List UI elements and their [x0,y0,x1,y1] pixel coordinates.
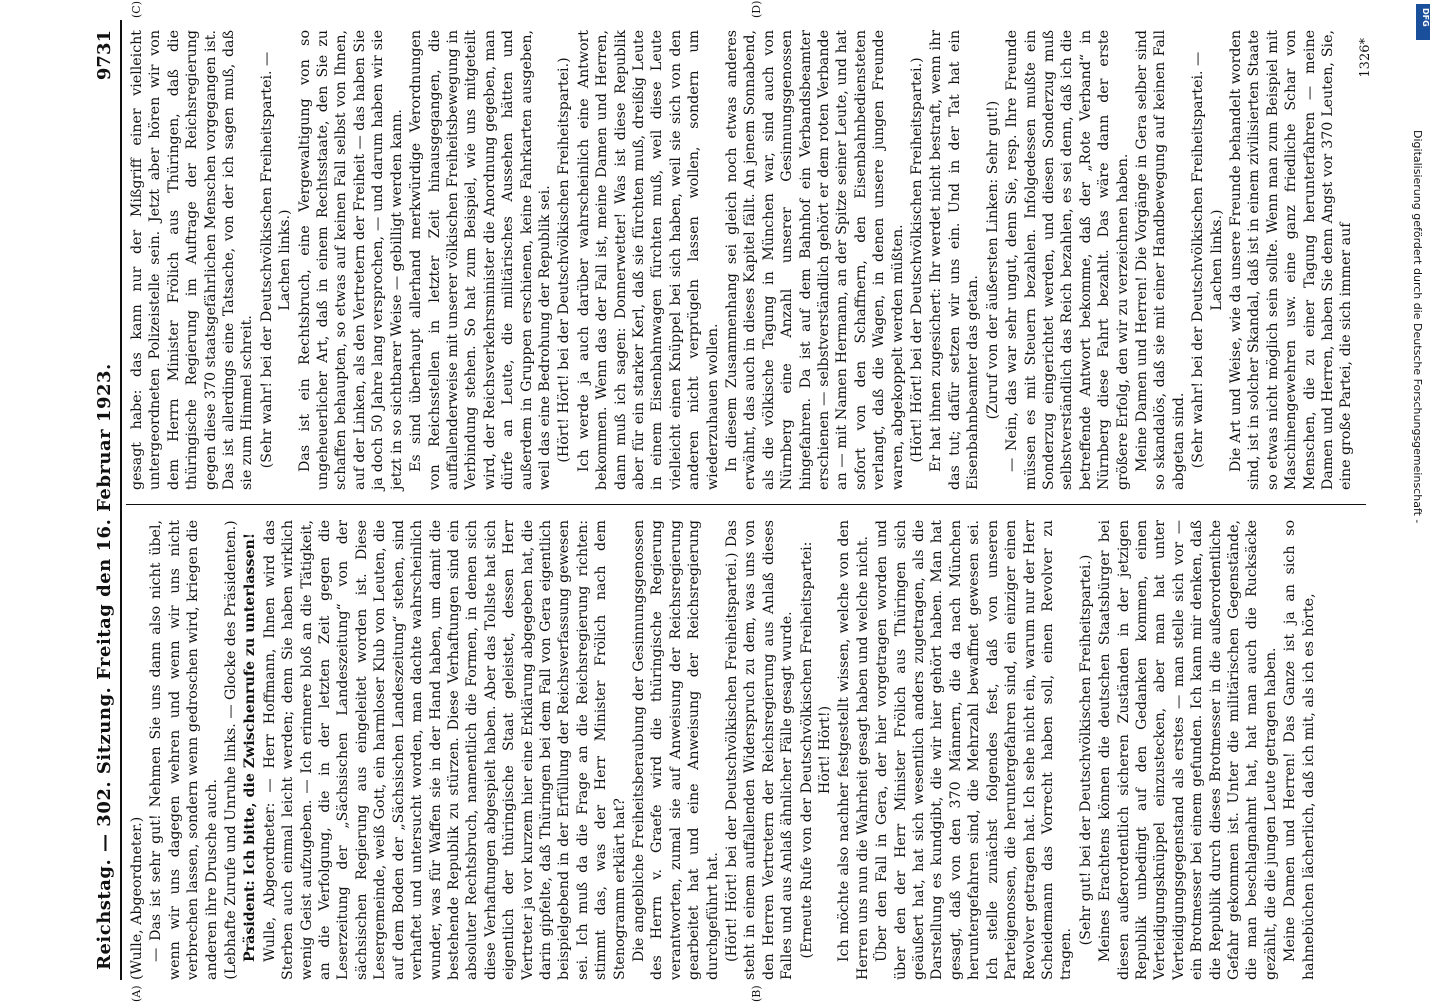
margin-marker-a: (A) [130,985,143,1002]
scanned-page [60,0,1420,1000]
paragraph: Das ist ein Rechtsbruch, eine Vergewaltigung von so ungeheuerlicher Art, daß in einem Rechtsstaate, den Sie zu schaffen behaupten, so etwas auf keinen Fall selbst von Ihnen, auf der Linken, als den Vertretern der Freiheit — das haben Sie ja doch 50 Jahre lang versprochen, — und darum haben wir sie jetzt in so sichtbarer Weise — gebilligt werden kann. [296,30,405,490]
paragraph: Wulle, Abgeordneter: — Herr Hoffmann, Ihnen wird das Sterben auch einmal leicht werden; denn Sie haben wirklich wenig Geist aufzugeben. — Ich erinnere bloß an die Tätigkeit, an die Verfolgung, die in der letzten Zeit gegen die Leserzeitung der „Sächsischen Landeszeitung“ von der sächsischen Regierung aus eingeleitet worden ist. Diese Lesergemeinde, weiß Gott, ein harmloser Klub von Leuten, die auf dem Boden der „Sächsischen Landeszeitung“ stehen, sind verhaftet und untersucht worden, man dachte wahrscheinlich wunder, was für Waffen sie in der Hand haben, um damit die bestehende Republik zu stürzen. Diese Verhaftungen sind ein absoluter Rechtsbruch, namentlich die Formen, in denen sich diese Verhaftungen abgespielt haben. Aber das Tollste hat sich eigentlich der thüringische Staat geleistet, dessen Herr Vertreter ja vor kurzem hier eine Erklärung abgegeben hat, die darin gipfelte, daß Thüringen bei dem Fall von Gera eigentlich beispielgebend in der Erfüllung der Reichsverfassung gewesen sei. Ich muß da die Frage an die Reichsregierung richten: stimmt das, was der Herr Minister Frölich nach dem Stenogramm erklärt hat? [261,520,628,980]
right-column [128,30,1376,490]
interjection: (Hört! Hört! bei der Deutschvölkischen Freiheitspartei.) [556,57,573,463]
rotated-page-content [90,0,1390,1002]
speaker-tag: (Wulle, Abgeordneter.) [129,816,145,980]
paragraph: In diesem Zusammenhang sei gleich noch etwas anderes erwähnt, das auch in dieses Kapitel fällt. An jenem Sonnabend, als die völkische Tagung in München war, sind auch von Nürnberg eine Anzahl unserer Gesinnungsgenossen hingefahren. Da ist auf dem Bahnhof ein Verbandsbeamter erschienen — selbstverständlich gehört er dem roten Verbande an — mit Namen Hermann, an der Spitze seiner Leute, und hat sofort von den Schaffnern, den Eisenbahnbediensteten verlangt, daß die Wagen, in denen unsere jungen Freunde waren, abgekoppelt werden müßten. [724,30,906,490]
page-number: 9731 [94,30,115,81]
digitization-credit-text: Digitalisierung gefördert durch die Deutsche Forschungsgemeinschaft - [1411,130,1424,524]
margin-marker-c: (C) [130,1,143,18]
interjection: (Zuruf von der äußersten Linken: Sehr gut!) [984,100,1001,420]
column-divider [126,504,1366,505]
paragraph: Meine Damen und Herren! Die Vorgänge in Gera selber sind so skandalös, daß sie mit einer Handbewegung auf keinen Fall abgetan sind. [1133,30,1187,490]
paragraph: gesagt habe: das kann nur der Mißgriff einer vielleicht untergeordneten Polizeistelle sein. Jetzt aber hören wir von dem Herrn Minister Frölich aus Thüringen, daß die thüringische Regierung im Auftrage der Reichsregierung gegen diese 370 staatsgefährlichen Menschen vorgegangen ist. Das ist allerdings eine Tatsache, von der ich sagen muß, daß sie zum Himmel schreit. [129,30,256,490]
page-header [90,20,122,980]
dfg-logo: DFG [1416,4,1430,40]
interjection: (Lebhafte Zurufe und Unruhe links. — Glocke des Präsidenten.) [223,520,240,980]
president-remark: Präsident: Ich bitte, die Zwischenrufe zu unterlassen! [242,532,259,962]
left-column [128,520,1319,980]
paragraph: Über den Fall in Gera, der hier vorgetragen worden und über den der Herr Minister Frölich aus Thüringen sich geäußert hat, hat sich wesentlich anders zugetragen, als die Darstellung es kundgibt, die wir hier gehört haben. Man hat gesagt, daß von den 370 Männern, die da nach München heruntergefahren sind, die Mehrzahl bewaffnet gewesen sei. Ich stelle zunächst folgendes fest, daß von unseren Parteigenossen, die heruntergefahren sind, ein einziger einen Revolver getragen hat. Ich sehe nicht ein, warum nur der Herr Scheidemann das Vorrecht haben soll, einen Revolver zu tragen. [874,520,1075,980]
paragraph: Es sind überhaupt allerhand merkwürdige Verordnungen von Reichsstellen in letzter Zeit hinausgegangen, die auffallenderweise mit unserer völkischen Freiheitsbewegung in Verbindung stehen. So hat zum Beispiel, wie uns mitgeteilt wird, der Reichsverkehrsminister die Anordnung gegeben, man dürfe an Leute, die militärisches Aussehen hätten und außerdem in Gruppen erschienen, keine Fahrkarten ausgeben, weil das eine Bedrohung der Republik sei. [408,30,553,490]
digitization-credit [1410,130,1430,850]
paragraph: Meines Erachtens können die deutschen Staatsbürger bei diesen außerordentlich sicheren Zuständen in der jetzigen Republik unbedingt auf den Gedanken kommen, einen Verteidigungsknüppel einzustecken, aber man hat unter Verteidigungsgegenstand als erstes — man stelle sich vor — ein Brotmesser bei einem gefunden. Ich kann mir denken, daß die Republik durch dieses Brotmesser in die außerordentliche Gefahr gekommen ist. Unter die militärischen Gegenstände, die man beschlagnahmt hat, hat man auch die Rucksäcke gezählt, die die jungen Leute getragen haben. [1097,520,1279,980]
paragraph: Die Art und Weise, wie da unsere Freunde behandelt worden sind, ist in solcher Skandal, daß ist in einem zivilisierten Staate so etwas nicht möglich sein sollte. Wenn man zum Beispiel mit Maschinengewehren usw. eine ganz friedliche Schar von Menschen, die zu einer Tagung herunterfahren — meine Damen und Herren, haben Sie denn Angst vor 370 Leuten, Sie, eine große Partei, die sich immer auf [1227,30,1355,490]
margin-marker-d: (D) [750,0,763,18]
interjection: (Hört! Hört! bei der Deutschvölkischen Freiheitspartei.) [909,57,926,463]
header-title: Reichstag. — 302. Sitzung. Freitag den 16. Februar 1923. [94,363,115,970]
paragraph: Die angebliche Freiheitsberaubung der Gesinnungsgenossen des Herrn v. Graefe wird die thüringische Regierung verantworten, zumal sie auf Anweisung der Reichsregierung gearbeitet hat und eine Anweisung der Reichsregierung durchgeführt hat. [630,520,721,980]
interjection: (Sehr gut! bei der Deutschvölkischen Freiheitspartei.) [1077,554,1094,946]
paragraph: — Nein, das war sehr ungut, denn Sie, resp. Ihre Freunde müssen es mit Steuern bezahlen. Infolgedessen mußte ein Sonderzug eingerichtet werden, und diesen Sonderzug muß selbstverständlich das Reich bezahlen, es sei denn, daß ich die betreffende Antwort bekomme, daß der „Rote Verband“ in Nürnberg diese Fahrt bezahlt. Das wäre dann der erste größere Erfolg, den wir zu verzeichnen haben. [1004,30,1131,490]
page-footnote: 1326* [1357,38,1373,78]
paragraph: (Hört! Hört! bei der Deutschvölkischen Freiheitspartei.) Das steht in einem auffallenden Widerspruch zu dem, was uns von den Herren Vertretern der Reichsregierung aus Anlaß dieses Falles und aus Anlaß ähnlicher Fälle gesagt wurde. [724,520,796,980]
paragraph: Meine Damen und Herren! Das Ganze ist ja an sich so hahnebüchen lächerlich, daß ich mit, als ich es hörte, [1282,520,1317,980]
paragraph: Ich werde ja auch darüber wahrscheinlich eine Antwort bekommen. Wenn das der Fall ist, meine Damen und Herren, dann muß ich sagen: Donnerwetter! Was ist diese Republik aber für ein starker Kerl, daß sie fürchten muß, dreißig Leute in einem Eisenbahnwagen fürchten muß, weil diese Leute vielleicht einen Knüppel bei sich haben, weil sie sich von den anderen nicht verprügeln lassen wollen, sondern um wiederzuhauen wollen. [575,30,721,490]
paragraph: Ich möchte also nachher festgestellt wissen, welche von den Herren uns nun die Wahrheit gesagt haben und welche nicht. [836,520,871,980]
paragraph: — Das ist sehr gut! Nehmen Sie uns dann also nicht übel, wenn wir uns dagegen wehren und wenn wir uns nicht verbrechen lassen, sondern wenn gedroschen wird, kriegen die anderen ihre Drusche auch. [148,520,220,980]
interjection: (Sehr wahr! bei der Deutschvölkischen Freiheitspartei. — Lachen links.) [258,51,294,469]
margin-marker-b: (B) [750,985,763,1002]
paragraph: Er hat ihnen zugesichert: Ihr werdet nicht bestraft, wenn ihr das tut; dafür setzen wir uns ein. Und in der Tat hat ein Eisenbahnbeamter das getan. [928,30,982,490]
interjection: (Sehr wahr! bei der Deutschvölkischen Freiheitspartei. — Lachen links.) [1190,51,1225,469]
interjection: (Erneute Rufe von der Deutschvölkischen Freiheitspartei: Hört! Hört!) [798,541,834,959]
